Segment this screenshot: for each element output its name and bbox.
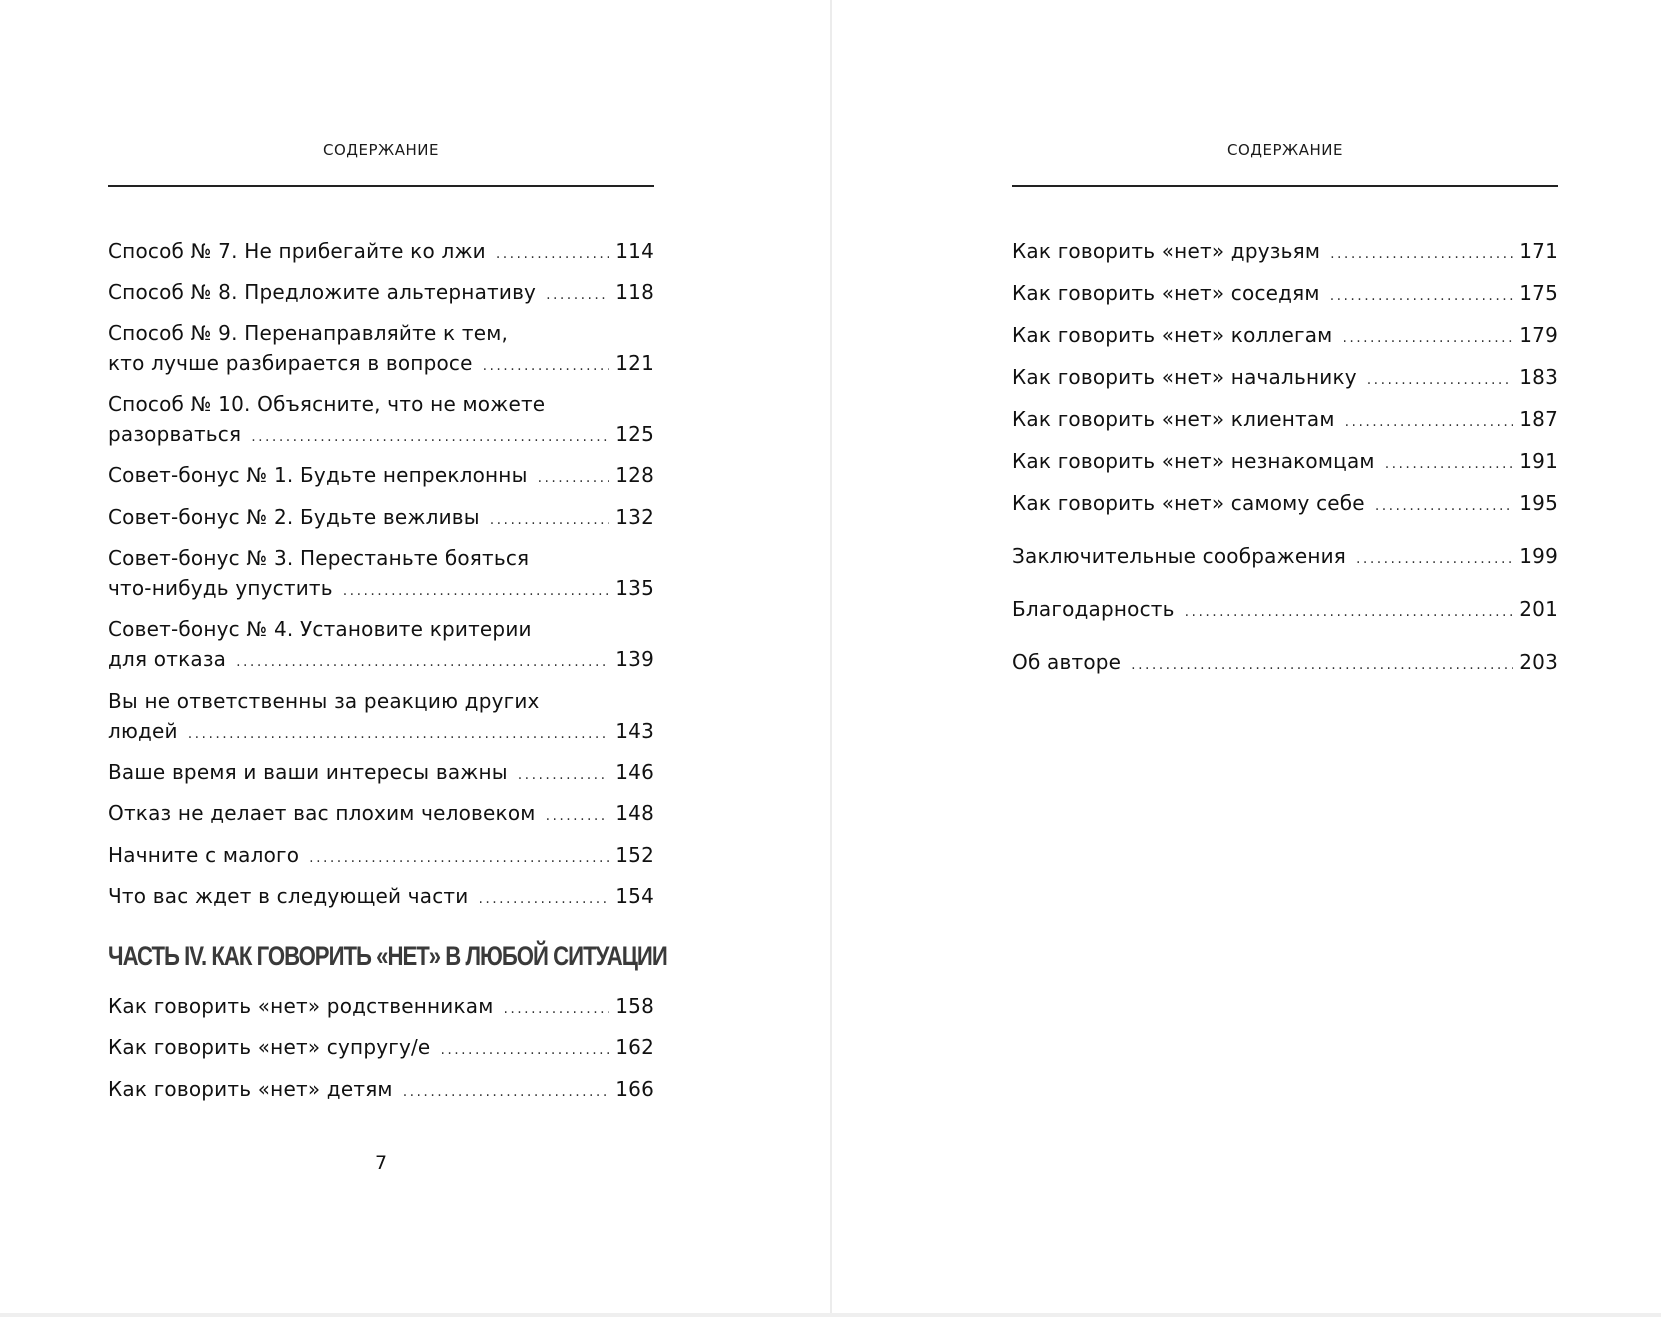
leader-dots — [1330, 239, 1513, 269]
leader-dots — [403, 1077, 610, 1107]
running-head-right: СОДЕРЖАНИЕ — [1227, 141, 1343, 159]
leader-dots — [503, 994, 609, 1024]
entry-title: Совет-бонус № 2. Будьте вежливы — [108, 505, 480, 529]
leader-dots — [309, 843, 609, 873]
entry-title: Как говорить «нет» коллегам — [1012, 323, 1333, 347]
entry-title: Отказ не делает вас плохим человеком — [108, 801, 536, 825]
toc-entry[interactable] — [108, 991, 654, 1024]
toc-entry[interactable] — [108, 840, 654, 873]
leader-dots — [1185, 597, 1514, 627]
entry-page: 158 — [615, 994, 654, 1018]
leader-dots — [1345, 407, 1514, 437]
toc-entry[interactable] — [108, 389, 654, 452]
entry-page: 187 — [1519, 407, 1558, 431]
leader-dots — [1356, 544, 1513, 574]
entry-title-line-2: для отказа — [108, 647, 227, 671]
entry-title: Об авторе — [1012, 650, 1122, 674]
entry-title: Совет-бонус № 1. Будьте непреклонны — [108, 463, 528, 487]
toc-entry[interactable] — [108, 1074, 654, 1107]
toc-entry[interactable] — [108, 318, 654, 381]
entry-page: 114 — [615, 239, 654, 263]
leader-dots — [1330, 281, 1514, 311]
header-rule-left — [108, 185, 654, 187]
entry-page: 166 — [615, 1077, 654, 1101]
toc-entry[interactable] — [108, 686, 654, 749]
toc-entry[interactable] — [108, 757, 654, 790]
entry-page: 121 — [615, 351, 654, 375]
leader-dots — [546, 280, 609, 310]
entry-title: Как говорить «нет» начальнику — [1012, 365, 1357, 389]
entry-page: 152 — [615, 843, 654, 867]
leader-dots — [546, 801, 610, 831]
entry-title-line-1: Совет-бонус № 4. Установите критерии — [108, 617, 532, 641]
entry-title-line-1: Совет-бонус № 3. Перестаньте бояться — [108, 546, 530, 570]
leader-dots — [490, 505, 609, 535]
entry-page: 162 — [615, 1035, 654, 1059]
entry-page: 203 — [1519, 650, 1558, 674]
leader-dots — [440, 1035, 609, 1065]
entry-title: Как говорить «нет» родственникам — [108, 994, 494, 1018]
entry-title-line-2: кто лучше разбирается в вопросе — [108, 351, 473, 375]
entry-title-line-2: разорваться — [108, 422, 242, 446]
entry-page: 201 — [1519, 597, 1558, 621]
toc-entry[interactable] — [1012, 362, 1558, 395]
entry-page: 199 — [1519, 544, 1558, 568]
entry-page: 154 — [615, 884, 654, 908]
leader-dots — [1131, 650, 1513, 680]
entry-title-line-1: Способ № 10. Объясните, что не можете — [108, 392, 546, 416]
entry-page: 195 — [1519, 491, 1558, 515]
entry-page: 125 — [615, 422, 654, 446]
entry-title: Как говорить «нет» незнакомцам — [1012, 449, 1375, 473]
entry-title: Как говорить «нет» супругу/е — [108, 1035, 431, 1059]
toc-entry[interactable] — [1012, 488, 1558, 521]
toc-entry[interactable] — [1012, 541, 1558, 574]
page-number: 7 — [374, 1152, 388, 1174]
toc-entry[interactable] — [108, 543, 654, 606]
toc-entry[interactable] — [108, 1032, 654, 1065]
leader-dots — [496, 239, 609, 269]
toc-entry[interactable] — [1012, 320, 1558, 353]
leader-dots — [236, 647, 609, 677]
right-page — [832, 0, 1661, 1317]
toc-entry[interactable] — [1012, 647, 1558, 680]
entry-page: 171 — [1519, 239, 1558, 263]
entry-page: 183 — [1519, 365, 1558, 389]
leader-dots — [483, 351, 610, 381]
entry-title: Начните с малого — [108, 843, 300, 867]
entry-title: Способ № 7. Не прибегайте ко лжи — [108, 239, 486, 263]
entry-title: Как говорить «нет» клиентам — [1012, 407, 1335, 431]
left-page — [0, 0, 830, 1317]
leader-dots — [538, 463, 610, 493]
entry-page: 128 — [615, 463, 654, 487]
entry-title-line-1: Способ № 9. Перенаправляйте к тем, — [108, 321, 509, 345]
entry-title-line-2: людей — [108, 719, 178, 743]
entry-page: 118 — [615, 280, 654, 304]
entry-page: 191 — [1519, 449, 1558, 473]
leader-dots — [478, 884, 609, 914]
leader-dots — [1367, 365, 1513, 395]
leader-dots — [1375, 491, 1513, 521]
entry-page: 135 — [615, 576, 654, 600]
entry-title: Как говорить «нет» детям — [108, 1077, 393, 1101]
toc-entry[interactable] — [1012, 236, 1558, 269]
entry-page: 146 — [615, 760, 654, 784]
entry-title-line-1: Вы не ответственны за реакцию других — [108, 689, 540, 713]
page-bottom-edge — [0, 1313, 1661, 1317]
toc-entry[interactable] — [108, 881, 654, 914]
entry-page: 143 — [615, 719, 654, 743]
entry-title: Как говорить «нет» самому себе — [1012, 491, 1365, 515]
entry-title: Благодарность — [1012, 597, 1175, 621]
header-rule-right — [1012, 185, 1558, 187]
entry-page: 179 — [1519, 323, 1558, 347]
leader-dots — [1342, 323, 1513, 353]
entry-page: 175 — [1519, 281, 1558, 305]
toc-entry[interactable] — [1012, 446, 1558, 479]
leader-dots — [188, 719, 609, 749]
leader-dots — [1385, 449, 1514, 479]
toc-entry[interactable] — [1012, 594, 1558, 627]
entry-title: Что вас ждет в следующей части — [108, 884, 469, 908]
entry-page: 148 — [615, 801, 654, 825]
entry-title-line-2: что-нибудь упустить — [108, 576, 333, 600]
leader-dots — [518, 760, 609, 790]
toc-entry[interactable] — [108, 277, 654, 310]
entry-title: Заключительные соображения — [1012, 544, 1347, 568]
entry-title: Ваше время и ваши интересы важны — [108, 760, 508, 784]
running-head-left: СОДЕРЖАНИЕ — [323, 141, 439, 159]
part-heading[interactable]: ЧАСТЬ IV. КАК ГОВОРИТЬ «НЕТ» В ЛЮБОЙ СИТУАЦИИ — [108, 941, 667, 971]
entry-page: 132 — [615, 505, 654, 529]
leader-dots — [343, 576, 609, 606]
toc-entry[interactable] — [108, 614, 654, 677]
toc-entry[interactable] — [108, 236, 654, 269]
entry-title: Как говорить «нет» соседям — [1012, 281, 1320, 305]
toc-entry[interactable] — [108, 502, 654, 535]
leader-dots — [251, 422, 609, 452]
toc-entry[interactable] — [1012, 404, 1558, 437]
toc-entry[interactable] — [108, 798, 654, 831]
toc-entry[interactable] — [108, 460, 654, 493]
entry-page: 139 — [615, 647, 654, 671]
entry-title: Как говорить «нет» друзьям — [1012, 239, 1321, 263]
toc-entry[interactable] — [1012, 278, 1558, 311]
entry-title: Способ № 8. Предложите альтернативу — [108, 280, 537, 304]
